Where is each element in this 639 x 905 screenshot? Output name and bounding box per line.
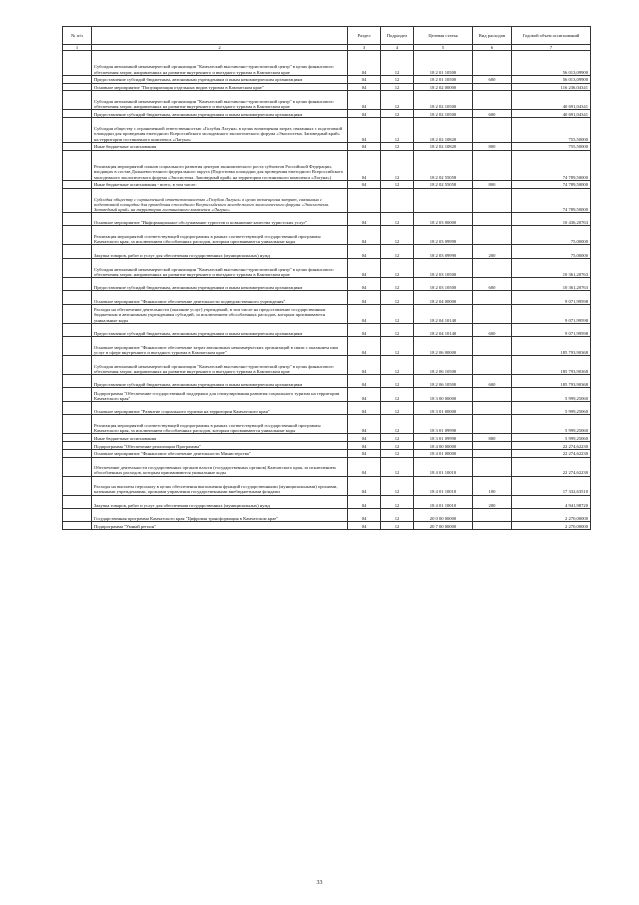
cell-article: 18 2 03 09990 bbox=[414, 226, 473, 245]
cell-name: Субсидия обществу с ограниченной ответственностью «Голубая Лагуна» в целях возмещения затрат, связанных с подготовкой площадки для проведения ежегодного Всероссийского молодежного экологического форума «Экосистема. Заповедный край» на территории гостиничного комплекса «Лагуна» bbox=[92, 188, 348, 213]
cell-number bbox=[63, 142, 92, 150]
cell-amount: 22 274,62230 bbox=[512, 442, 591, 450]
header-index: 2 bbox=[92, 45, 348, 51]
cell-vid bbox=[473, 150, 512, 180]
cell-number bbox=[63, 188, 92, 213]
cell-article: 18 2 04 10140 bbox=[414, 304, 473, 323]
cell-podrazdel: 12 bbox=[381, 75, 414, 83]
cell-article: 18 2 03 10500 bbox=[414, 277, 473, 290]
cell-vid bbox=[473, 509, 512, 522]
table-row bbox=[63, 142, 591, 150]
cell-podrazdel: 12 bbox=[381, 150, 414, 180]
cell-vid bbox=[473, 337, 512, 356]
cell-name: Предоставление субсидий бюджетным, автономным учреждениям и иным некоммерческим организациям bbox=[92, 75, 348, 83]
cell-razdel: 04 bbox=[348, 375, 381, 388]
table-row bbox=[63, 356, 591, 375]
cell-razdel: 04 bbox=[348, 304, 381, 323]
cell-razdel: 04 bbox=[348, 51, 381, 76]
table-row bbox=[63, 388, 591, 401]
table-row bbox=[63, 277, 591, 290]
table-row bbox=[63, 258, 591, 277]
cell-razdel: 04 bbox=[348, 509, 381, 522]
header-index: 7 bbox=[512, 45, 591, 51]
table-row bbox=[63, 51, 591, 76]
cell-amount: 56 013,09900 bbox=[512, 51, 591, 76]
cell-name: Субсидия автономной некоммерческой организации "Камчатский выставочно-туристический центр" в целях финансового обеспечения затрат, направленных на развитие внутреннего и въездного туризма в Камчатском крае bbox=[92, 91, 348, 110]
cell-vid: 100 bbox=[473, 476, 512, 495]
cell-amount: 9 071,99598 bbox=[512, 304, 591, 323]
budget-table bbox=[62, 26, 591, 530]
cell-article: 18 4 01 10010 bbox=[414, 495, 473, 508]
cell-razdel bbox=[348, 188, 381, 213]
table-row bbox=[63, 91, 591, 110]
cell-article: 18 4 00 00000 bbox=[414, 442, 473, 450]
cell-razdel: 04 bbox=[348, 442, 381, 450]
cell-article: 20 0 00 00000 bbox=[414, 509, 473, 522]
cell-amount: 75,00000 bbox=[512, 226, 591, 245]
cell-name: Подпрограмма "Обеспечение реализации Программы" bbox=[92, 442, 348, 450]
cell-razdel: 04 bbox=[348, 323, 381, 336]
cell-podrazdel: 12 bbox=[381, 323, 414, 336]
cell-razdel: 04 bbox=[348, 356, 381, 375]
cell-podrazdel: 12 bbox=[381, 83, 414, 91]
cell-vid bbox=[473, 401, 512, 414]
cell-vid: 800 bbox=[473, 180, 512, 188]
table-row bbox=[63, 291, 591, 304]
cell-number bbox=[63, 245, 92, 258]
cell-razdel: 04 bbox=[348, 337, 381, 356]
cell-article: 18 2 02 10500 bbox=[414, 91, 473, 110]
cell-article: 18 2 01 10500 bbox=[414, 75, 473, 83]
cell-amount: 5 999,25060 bbox=[512, 401, 591, 414]
cell-razdel: 04 bbox=[348, 457, 381, 476]
header-article: Целевая статья bbox=[414, 27, 473, 45]
cell-name: Иные бюджетные ассигнования bbox=[92, 142, 348, 150]
cell-amount: 116 236,04341 bbox=[512, 83, 591, 91]
cell-vid bbox=[473, 457, 512, 476]
cell-amount: 2 270,00000 bbox=[512, 522, 591, 530]
cell-razdel: 04 bbox=[348, 118, 381, 143]
cell-article: 20 7 00 00000 bbox=[414, 522, 473, 530]
cell-name: Основное мероприятие "Развитие социального туризма на территории Камчатского края" bbox=[92, 401, 348, 414]
cell-amount: 185 793,90368 bbox=[512, 356, 591, 375]
cell-vid bbox=[473, 226, 512, 245]
cell-number bbox=[63, 75, 92, 83]
cell-podrazdel: 12 bbox=[381, 245, 414, 258]
cell-number bbox=[63, 150, 92, 180]
table-row bbox=[63, 188, 591, 213]
cell-vid bbox=[473, 83, 512, 91]
cell-article: 18 2 02 55058 bbox=[414, 180, 473, 188]
cell-podrazdel: 12 bbox=[381, 388, 414, 401]
cell-razdel: 04 bbox=[348, 110, 381, 118]
cell-amount: 185 793,90368 bbox=[512, 375, 591, 388]
cell-podrazdel: 12 bbox=[381, 457, 414, 476]
cell-podrazdel: 12 bbox=[381, 415, 414, 434]
cell-name: Подпрограмма "Обеспечение государственной поддержки для стимулирования развития социального туризма на территории Камчатского края" bbox=[92, 388, 348, 401]
cell-number bbox=[63, 291, 92, 304]
cell-razdel: 04 bbox=[348, 245, 381, 258]
cell-article: 18 2 04 10140 bbox=[414, 323, 473, 336]
table-row bbox=[63, 118, 591, 143]
cell-amount: 17 332,63510 bbox=[512, 476, 591, 495]
cell-razdel: 04 bbox=[348, 83, 381, 91]
cell-amount: 9 071,99598 bbox=[512, 323, 591, 336]
cell-name: Предоставление субсидий бюджетным, автономным учреждениям и иным некоммерческим организациям bbox=[92, 323, 348, 336]
table-row bbox=[63, 110, 591, 118]
cell-article: 18 2 04 00000 bbox=[414, 291, 473, 304]
table-row bbox=[63, 180, 591, 188]
cell-article: 18 2 02 55058 bbox=[414, 150, 473, 180]
table-row bbox=[63, 522, 591, 530]
cell-number bbox=[63, 83, 92, 91]
cell-amount: 22 274,62230 bbox=[512, 449, 591, 457]
cell-vid: 600 bbox=[473, 110, 512, 118]
header-index: 1 bbox=[63, 45, 92, 51]
cell-article: 18 2 03 00000 bbox=[414, 213, 473, 226]
cell-article: 18 4 01 00000 bbox=[414, 449, 473, 457]
table-row bbox=[63, 509, 591, 522]
cell-name: Расходы на выплаты персоналу в целях обеспечения выполнения функций государственными (муниципальными) органами, казенными учреждениями, органами управления государственными внебюджетными фондами bbox=[92, 476, 348, 495]
cell-number bbox=[63, 356, 92, 375]
cell-amount: 75,00000 bbox=[512, 245, 591, 258]
cell-amount: 40 691,04341 bbox=[512, 91, 591, 110]
cell-razdel: 04 bbox=[348, 213, 381, 226]
cell-razdel: 04 bbox=[348, 476, 381, 495]
cell-razdel: 04 bbox=[348, 150, 381, 180]
cell-name: Предоставление субсидий бюджетным, автономным учреждениям и иным некоммерческим организациям bbox=[92, 110, 348, 118]
cell-vid bbox=[473, 213, 512, 226]
table-row bbox=[63, 434, 591, 442]
cell-podrazdel: 12 bbox=[381, 213, 414, 226]
table-row bbox=[63, 83, 591, 91]
cell-article: 18 3 01 09990 bbox=[414, 415, 473, 434]
header-vid: Вид расходов bbox=[473, 27, 512, 45]
cell-razdel: 04 bbox=[348, 291, 381, 304]
table-row bbox=[63, 449, 591, 457]
cell-name: Реализация мероприятий планов социального развития центров экономического роста субъектов Российской Федерации, входящих в состав Дальневосточного федерального округа (Подготовка площадки для проведения ежегодного Всероссийского молодежного экологического форума «Экосистема. Заповедный край» на территории гостиничного комплекса «Лагуна») bbox=[92, 150, 348, 180]
cell-number bbox=[63, 401, 92, 414]
cell-article: 18 3 01 09990 bbox=[414, 434, 473, 442]
cell-vid: 600 bbox=[473, 375, 512, 388]
cell-razdel: 04 bbox=[348, 434, 381, 442]
header-row bbox=[63, 27, 591, 45]
cell-vid bbox=[473, 91, 512, 110]
cell-podrazdel: 12 bbox=[381, 375, 414, 388]
cell-name: Основное мероприятие "Финансовое обеспечение затрат автономных некоммерческих организаций в связи с оказанием ими услуг в сфере внутреннего и въездного туризма в Камчатском крае" bbox=[92, 337, 348, 356]
cell-vid: 600 bbox=[473, 75, 512, 83]
cell-amount: 2 270,00000 bbox=[512, 509, 591, 522]
cell-amount: 9 071,99598 bbox=[512, 291, 591, 304]
cell-vid bbox=[473, 51, 512, 76]
cell-podrazdel: 12 bbox=[381, 401, 414, 414]
cell-podrazdel: 12 bbox=[381, 476, 414, 495]
header-index: 4 bbox=[381, 45, 414, 51]
cell-podrazdel: 12 bbox=[381, 495, 414, 508]
table-row bbox=[63, 442, 591, 450]
cell-amount: 5 999,25060 bbox=[512, 415, 591, 434]
cell-number bbox=[63, 277, 92, 290]
cell-amount: 74 789,50000 bbox=[512, 180, 591, 188]
cell-number bbox=[63, 495, 92, 508]
cell-name: Основное мероприятие "Финансовое обеспечение деятельности подведомственного учреждения" bbox=[92, 291, 348, 304]
cell-vid bbox=[473, 449, 512, 457]
cell-razdel: 04 bbox=[348, 91, 381, 110]
header-podrazdel: Подраздел bbox=[381, 27, 414, 45]
cell-article: 18 4 01 10010 bbox=[414, 476, 473, 495]
header-index: 6 bbox=[473, 45, 512, 51]
table-row bbox=[63, 401, 591, 414]
cell-article: 18 2 01 10500 bbox=[414, 51, 473, 76]
table-row bbox=[63, 150, 591, 180]
cell-vid: 800 bbox=[473, 142, 512, 150]
cell-number bbox=[63, 91, 92, 110]
cell-razdel: 04 bbox=[348, 495, 381, 508]
header-number: № п/п bbox=[63, 27, 92, 45]
cell-vid bbox=[473, 442, 512, 450]
cell-podrazdel: 12 bbox=[381, 180, 414, 188]
cell-podrazdel: 12 bbox=[381, 449, 414, 457]
page-number: 33 bbox=[316, 880, 323, 886]
cell-name: Предоставление субсидий бюджетным, автономным учреждениям и иным некоммерческим организациям bbox=[92, 277, 348, 290]
header-index: 3 bbox=[348, 45, 381, 51]
cell-article: 18 2 02 00000 bbox=[414, 83, 473, 91]
header-name bbox=[92, 27, 348, 45]
cell-name: Субсидия автономной некоммерческой организации "Камчатский выставочно-туристический центр" в целях финансового обеспечения затрат, направленных на развитие внутреннего и въездного туризма в Камчатском крае bbox=[92, 258, 348, 277]
cell-number bbox=[63, 415, 92, 434]
cell-number bbox=[63, 449, 92, 457]
table-row bbox=[63, 375, 591, 388]
cell-podrazdel bbox=[381, 188, 414, 213]
cell-vid: 800 bbox=[473, 434, 512, 442]
table-row bbox=[63, 245, 591, 258]
cell-podrazdel: 12 bbox=[381, 442, 414, 450]
cell-vid bbox=[473, 118, 512, 143]
cell-amount: 10 361,20763 bbox=[512, 277, 591, 290]
cell-amount: 10 361,20763 bbox=[512, 258, 591, 277]
cell-razdel: 04 bbox=[348, 415, 381, 434]
cell-amount: 40 691,04341 bbox=[512, 110, 591, 118]
cell-podrazdel: 12 bbox=[381, 91, 414, 110]
cell-article: 18 2 02 10500 bbox=[414, 110, 473, 118]
table-row bbox=[63, 457, 591, 476]
cell-number bbox=[63, 509, 92, 522]
cell-razdel: 04 bbox=[348, 142, 381, 150]
cell-podrazdel: 12 bbox=[381, 522, 414, 530]
cell-article: 18 2 03 09990 bbox=[414, 245, 473, 258]
cell-podrazdel: 12 bbox=[381, 337, 414, 356]
cell-vid bbox=[473, 522, 512, 530]
cell-amount: 5 999,25060 bbox=[512, 388, 591, 401]
cell-podrazdel: 12 bbox=[381, 434, 414, 442]
cell-vid bbox=[473, 415, 512, 434]
cell-number bbox=[63, 337, 92, 356]
cell-number bbox=[63, 388, 92, 401]
cell-vid: 200 bbox=[473, 245, 512, 258]
cell-article: 18 4 01 10010 bbox=[414, 457, 473, 476]
cell-amount: 10 436,20763 bbox=[512, 213, 591, 226]
cell-number bbox=[63, 442, 92, 450]
cell-podrazdel: 12 bbox=[381, 142, 414, 150]
table-row bbox=[63, 75, 591, 83]
cell-name: Реализация мероприятий соответствующей подпрограммы в рамках соответствующей государственной программы Камчатского края, за исключением обособленных расходов, которым присваиваются уникальные коды bbox=[92, 415, 348, 434]
table-row bbox=[63, 213, 591, 226]
cell-podrazdel: 12 bbox=[381, 291, 414, 304]
cell-name: Обеспечение деятельности государственных органов власти (государственных органов) Камчатского края, за исключением обособленных расходов, которым присваиваются уникальные коды bbox=[92, 457, 348, 476]
cell-article: 18 2 02 10820 bbox=[414, 118, 473, 143]
cell-name: Основное мероприятие "Популяризация отдельных видов туризма в Камчатском крае" bbox=[92, 83, 348, 91]
cell-podrazdel: 12 bbox=[381, 277, 414, 290]
cell-podrazdel: 12 bbox=[381, 110, 414, 118]
cell-article: 18 2 03 10500 bbox=[414, 258, 473, 277]
cell-name: Иные бюджетные ассигнования bbox=[92, 434, 348, 442]
cell-name: Государственная программа Камчатского края "Цифровая трансформация в Камчатском крае" bbox=[92, 509, 348, 522]
cell-number bbox=[63, 226, 92, 245]
cell-razdel: 04 bbox=[348, 449, 381, 457]
cell-razdel: 04 bbox=[348, 277, 381, 290]
cell-name: Предоставление субсидий бюджетным, автономным учреждениям и иным некоммерческим организациям bbox=[92, 375, 348, 388]
header-index: 5 bbox=[414, 45, 473, 51]
cell-razdel: 04 bbox=[348, 522, 381, 530]
table-row bbox=[63, 337, 591, 356]
cell-number bbox=[63, 476, 92, 495]
cell-vid bbox=[473, 291, 512, 304]
cell-name: Основное мероприятие "Финансовое обеспечение деятельности Министерства" bbox=[92, 449, 348, 457]
cell-podrazdel: 12 bbox=[381, 118, 414, 143]
cell-name: Субсидия обществу с ограниченной ответственностью «Голубая Лагуна» в целях возмещения затрат, связанных с подготовкой площадки для проведения ежегодного Всероссийского молодежного экологического форума «Экосистема. Заповедный край» на территории гостиничного комплекса «Лагуна» bbox=[92, 118, 348, 143]
table-row bbox=[63, 304, 591, 323]
cell-name: Иные бюджетные ассигнования - всего, в том числе: bbox=[92, 180, 348, 188]
table-row bbox=[63, 495, 591, 508]
cell-podrazdel: 12 bbox=[381, 509, 414, 522]
table-row bbox=[63, 415, 591, 434]
cell-number bbox=[63, 304, 92, 323]
cell-name: Субсидия автономной некоммерческой организации "Камчатский выставочно-туристический центр" в целях финансового обеспечения затрат, направленных на развитие внутреннего и въездного туризма в Камчатском крае bbox=[92, 356, 348, 375]
cell-amount: 5 999,25060 bbox=[512, 434, 591, 442]
cell-vid bbox=[473, 388, 512, 401]
table-row bbox=[63, 476, 591, 495]
header-amount: Годовой объем ассигнований bbox=[512, 27, 591, 45]
cell-podrazdel: 12 bbox=[381, 304, 414, 323]
cell-razdel: 04 bbox=[348, 258, 381, 277]
cell-vid: 200 bbox=[473, 495, 512, 508]
cell-number bbox=[63, 434, 92, 442]
cell-number bbox=[63, 323, 92, 336]
cell-amount: 74 789,50000 bbox=[512, 188, 591, 213]
cell-number bbox=[63, 522, 92, 530]
cell-number bbox=[63, 213, 92, 226]
cell-vid bbox=[473, 304, 512, 323]
cell-vid: 600 bbox=[473, 277, 512, 290]
cell-article: 18 3 00 00000 bbox=[414, 388, 473, 401]
cell-podrazdel: 12 bbox=[381, 356, 414, 375]
cell-name: Подпрограмма "Умный регион" bbox=[92, 522, 348, 530]
cell-name: Реализация мероприятий соответствующей подпрограммы в рамках соответствующей государственной программы Камчатского края, за исключением обособленных расходов, которым присваиваются уникальные коды bbox=[92, 226, 348, 245]
cell-article: 18 3 01 00000 bbox=[414, 401, 473, 414]
cell-number bbox=[63, 375, 92, 388]
cell-amount: 22 274,62230 bbox=[512, 457, 591, 476]
cell-amount: 755,50000 bbox=[512, 118, 591, 143]
cell-name: Закупка товаров, работ и услуг для обеспечения государственных (муниципальных) нужд bbox=[92, 495, 348, 508]
cell-podrazdel: 12 bbox=[381, 226, 414, 245]
cell-amount: 185 793,90368 bbox=[512, 337, 591, 356]
cell-razdel: 04 bbox=[348, 75, 381, 83]
cell-vid bbox=[473, 258, 512, 277]
cell-article bbox=[414, 188, 473, 213]
cell-name: Закупка товаров, работ и услуг для обеспечения государственных (муниципальных) нужд bbox=[92, 245, 348, 258]
cell-vid: 600 bbox=[473, 323, 512, 336]
cell-razdel: 04 bbox=[348, 180, 381, 188]
cell-podrazdel: 12 bbox=[381, 258, 414, 277]
cell-number bbox=[63, 180, 92, 188]
cell-article: 18 2 06 10500 bbox=[414, 375, 473, 388]
table-row bbox=[63, 323, 591, 336]
cell-name: Расходы на обеспечение деятельности (оказание услуг) учреждений, в том числе на предоставление государственным бюджетным и автономным учреждениям субсидий, за исключением обособленных расходов, которым присваиваются уникальные коды bbox=[92, 304, 348, 323]
cell-number bbox=[63, 258, 92, 277]
cell-number bbox=[63, 457, 92, 476]
cell-name: Основное мероприятие "Информационное обслуживание туристов и повышение качества туристских услуг" bbox=[92, 213, 348, 226]
table-row bbox=[63, 226, 591, 245]
cell-article: 18 2 02 10820 bbox=[414, 142, 473, 150]
cell-podrazdel: 12 bbox=[381, 51, 414, 76]
cell-razdel: 04 bbox=[348, 226, 381, 245]
cell-article: 18 2 06 10500 bbox=[414, 356, 473, 375]
table-body bbox=[63, 51, 591, 530]
cell-razdel: 04 bbox=[348, 401, 381, 414]
cell-number bbox=[63, 51, 92, 76]
cell-razdel: 04 bbox=[348, 388, 381, 401]
cell-vid bbox=[473, 356, 512, 375]
cell-number bbox=[63, 110, 92, 118]
cell-article: 18 2 06 00000 bbox=[414, 337, 473, 356]
header-razdel: Раздел bbox=[348, 27, 381, 45]
cell-amount: 4 941,98720 bbox=[512, 495, 591, 508]
cell-amount: 56 013,09900 bbox=[512, 75, 591, 83]
cell-amount: 74 789,50000 bbox=[512, 150, 591, 180]
cell-amount: 755,50000 bbox=[512, 142, 591, 150]
cell-number bbox=[63, 118, 92, 143]
cell-vid bbox=[473, 188, 512, 213]
cell-name: Субсидия автономной некоммерческой организации "Камчатский выставочно-туристический центр" в целях финансового обеспечения затрат, направленных на развитие внутреннего и въездного туризма в Камчатском крае bbox=[92, 51, 348, 76]
